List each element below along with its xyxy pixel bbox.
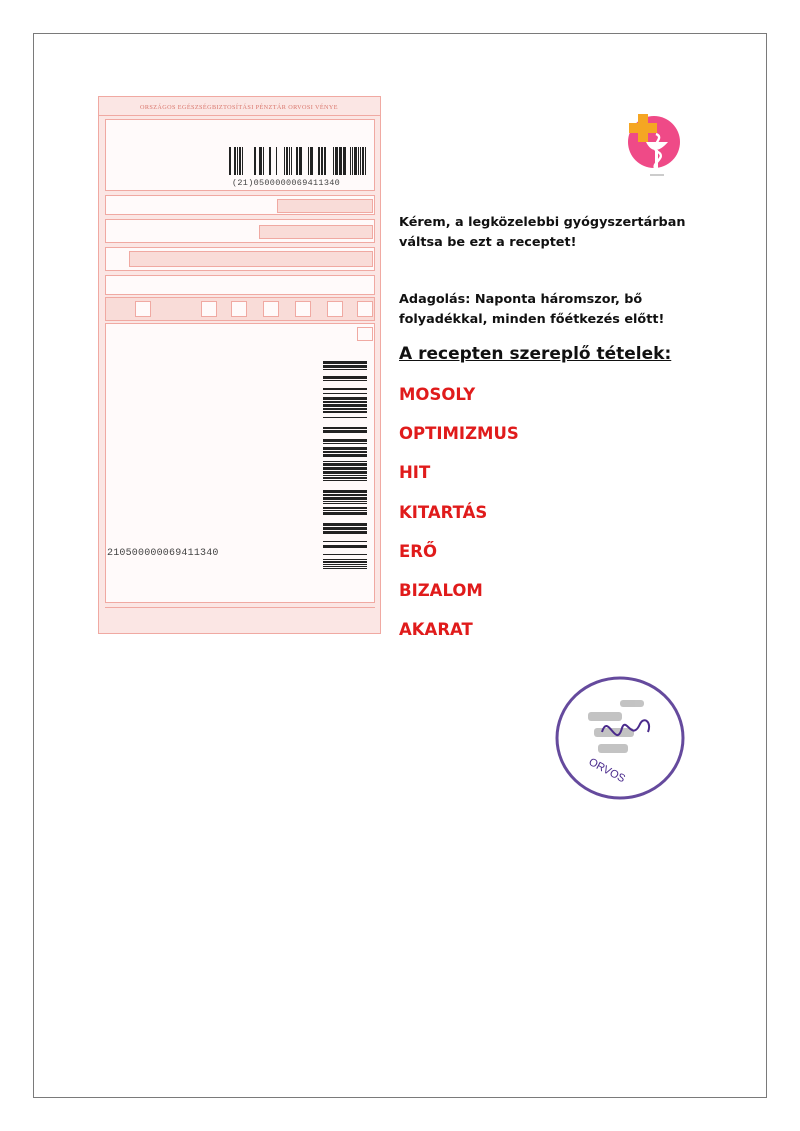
barcode-bar bbox=[310, 147, 313, 175]
barcode-bar bbox=[323, 401, 367, 403]
form-header: ORSZÁGOS EGÉSZSÉGBIZTOSÍTÁSI PÉNZTÁR ORVOSI VÉNYE bbox=[140, 104, 338, 111]
list-item: HIT bbox=[399, 463, 431, 483]
pharmacy-cross-bowl-icon bbox=[624, 112, 684, 184]
barcode-bar bbox=[323, 365, 367, 368]
barcode-bar bbox=[323, 475, 367, 476]
barcode-bar bbox=[318, 147, 320, 175]
form-footnote bbox=[107, 615, 108, 620]
barcode-bar bbox=[323, 417, 367, 418]
barcode-bar bbox=[323, 564, 367, 565]
dosage-text: Adagolás: Naponta háromszor, bő folyadékkal, minden főétkezés előtt! bbox=[399, 292, 665, 327]
form-field bbox=[277, 199, 373, 213]
form-checkbox bbox=[357, 327, 373, 341]
barcode-bar bbox=[323, 494, 367, 496]
barcode-bar bbox=[296, 147, 298, 175]
barcode-bar bbox=[358, 147, 359, 175]
barcode-bar bbox=[323, 443, 367, 444]
barcode-bar bbox=[354, 147, 357, 175]
barcode-bar bbox=[339, 147, 342, 175]
barcode-bar bbox=[323, 451, 367, 453]
list-item: KITARTÁS bbox=[399, 502, 488, 522]
barcode-bar bbox=[323, 531, 367, 534]
barcode-bar bbox=[365, 147, 366, 175]
barcode-bar bbox=[254, 147, 256, 175]
form-rule bbox=[99, 115, 381, 116]
form-checkbox bbox=[357, 301, 373, 317]
barcode-bar bbox=[323, 411, 367, 413]
barcode-bar bbox=[352, 147, 353, 175]
barcode-bar bbox=[234, 147, 236, 175]
barcode-bar bbox=[239, 147, 241, 175]
barcode-bar bbox=[323, 480, 367, 481]
doctor-stamp bbox=[550, 672, 690, 804]
barcode-bar bbox=[323, 568, 367, 569]
barcode-bar bbox=[323, 393, 367, 394]
barcode-bar bbox=[323, 430, 367, 433]
barcode-bar bbox=[269, 147, 271, 175]
list-item: ERŐ bbox=[399, 541, 438, 561]
barcode-bar bbox=[323, 566, 367, 567]
barcode-bar bbox=[323, 463, 367, 466]
barcode-bar bbox=[323, 369, 367, 370]
barcode-bar bbox=[308, 147, 309, 175]
barcode-bar bbox=[323, 477, 367, 479]
barcode-bar bbox=[291, 147, 292, 175]
barcode-bar bbox=[299, 147, 302, 175]
list-item: BIZALOM bbox=[399, 580, 483, 600]
barcode-bar bbox=[259, 147, 262, 175]
prescription-items bbox=[399, 380, 519, 654]
barcode-bar bbox=[323, 467, 367, 470]
barcode-bar bbox=[323, 510, 367, 511]
barcode-bar bbox=[323, 404, 367, 407]
barcode-bar bbox=[323, 388, 367, 390]
barcode-bar bbox=[323, 501, 367, 502]
barcode-bar bbox=[323, 471, 367, 474]
list-item: AKARAT bbox=[399, 620, 473, 640]
form-checkbox bbox=[231, 301, 247, 317]
form-field bbox=[259, 225, 373, 239]
form-checkbox bbox=[135, 301, 151, 317]
barcode-bar bbox=[360, 147, 361, 175]
list-item: MOSOLY bbox=[399, 385, 476, 404]
form-checkbox bbox=[295, 301, 311, 317]
barcode-bar bbox=[323, 554, 367, 555]
form-checkbox bbox=[201, 301, 217, 317]
barcode-bar bbox=[323, 507, 367, 509]
barcode-bar bbox=[323, 497, 367, 500]
barcode-bar bbox=[276, 147, 277, 175]
barcode-bar bbox=[284, 147, 285, 175]
barcode-vertical bbox=[323, 361, 367, 575]
prescription-code-bottom: 210500000069411340 bbox=[107, 548, 219, 559]
form-rule bbox=[105, 607, 375, 608]
prescription-code-top: (21)0500000069411340 bbox=[232, 178, 341, 188]
barcode-bar bbox=[263, 147, 264, 175]
form-row bbox=[105, 275, 375, 295]
barcode-bar bbox=[323, 376, 367, 379]
barcode-bar bbox=[323, 503, 367, 504]
form-field bbox=[129, 251, 373, 267]
barcode-bar bbox=[289, 147, 290, 175]
form-checkbox bbox=[263, 301, 279, 317]
form-checkbox bbox=[327, 301, 343, 317]
barcode-bar bbox=[323, 561, 367, 563]
barcode-bar bbox=[323, 380, 367, 381]
intro-text: Kérem, a legközelebbi gyógyszertárban váltsa be ezt a receptet! bbox=[399, 215, 686, 250]
barcode-bar bbox=[350, 147, 351, 175]
barcode-bar bbox=[333, 147, 334, 175]
barcode-bar bbox=[323, 408, 367, 410]
barcode-bar bbox=[323, 512, 367, 515]
barcode-bar bbox=[286, 147, 288, 175]
barcode-bar bbox=[324, 147, 326, 175]
barcode-top bbox=[229, 147, 369, 175]
barcode-bar bbox=[323, 361, 367, 364]
barcode-bar bbox=[323, 447, 367, 450]
barcode-bar bbox=[323, 523, 367, 526]
barcode-bar bbox=[229, 147, 231, 175]
barcode-bar bbox=[323, 545, 367, 548]
barcode-bar bbox=[237, 147, 238, 175]
barcode-bar bbox=[323, 397, 367, 400]
barcode-bar bbox=[323, 461, 367, 462]
barcode-bar bbox=[335, 147, 338, 175]
barcode-bar bbox=[323, 541, 367, 542]
barcode-bar bbox=[323, 559, 367, 560]
barcode-bar bbox=[323, 527, 367, 530]
items-heading: A recepten szereplő tételek: bbox=[399, 344, 672, 364]
barcode-bar bbox=[343, 147, 346, 175]
barcode-bar bbox=[323, 427, 367, 429]
barcode-bar bbox=[362, 147, 364, 175]
barcode-bar bbox=[321, 147, 323, 175]
stamp-label: ORVOS bbox=[586, 756, 628, 786]
barcode-bar bbox=[323, 439, 367, 442]
barcode-bar bbox=[323, 454, 367, 457]
barcode-bar bbox=[323, 490, 367, 493]
barcode-bar bbox=[242, 147, 243, 175]
list-item: OPTIMIZMUS bbox=[399, 424, 519, 444]
